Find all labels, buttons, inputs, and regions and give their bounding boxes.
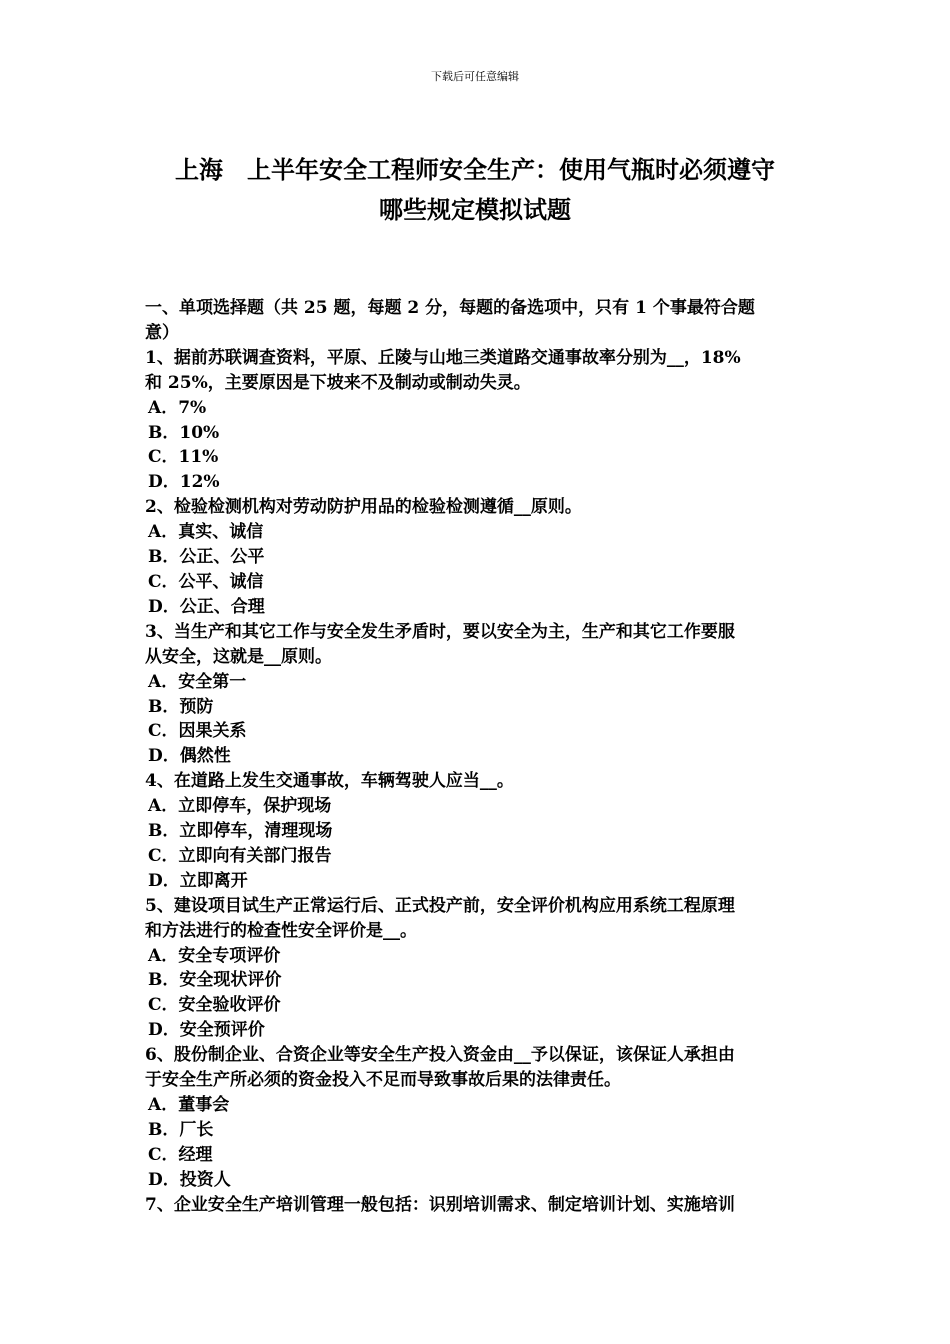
- answer-option: D．偶然性: [148, 746, 231, 767]
- question-text-line: 6、股份制企业、合资企业等安全生产投入资金由__予以保证，该保证人承担由: [145, 1045, 735, 1066]
- answer-option: D．立即离开: [148, 870, 248, 891]
- answer-option: A．立即停车，保护现场: [148, 796, 332, 817]
- answer-option: B．公正、公平: [148, 547, 265, 568]
- question-text-line: 7、企业安全生产培训管理一般包括：识别培训需求、制定培训计划、实施培训: [145, 1194, 735, 1215]
- answer-option: B．预防: [148, 696, 214, 717]
- answer-option: B．安全现状评价: [148, 970, 282, 991]
- answer-option: C．经理: [148, 1144, 213, 1165]
- answer-option: A．安全专项评价: [148, 945, 281, 966]
- answer-option: A．董事会: [148, 1095, 230, 1115]
- question-text-line: 2、检验检测机构对劳动防护用品的检验检测遵循__原则。: [145, 497, 582, 518]
- answer-option: A．真实、诚信: [148, 522, 264, 543]
- section-heading-line-2: 意）: [145, 322, 179, 343]
- document-body: [145, 296, 807, 1218]
- question-3: [145, 620, 807, 769]
- question-text-line: 从安全，这就是__原则。: [145, 646, 332, 667]
- question-4: [145, 769, 807, 894]
- question-2: [145, 495, 807, 620]
- answer-option: A．安全第一: [148, 671, 247, 692]
- answer-option: C．安全验收评价: [148, 995, 281, 1016]
- title-line-1: 上海 上半年安全工程师安全生产：使用气瓶时必须遵守: [175, 155, 775, 184]
- question-5: [145, 894, 807, 1043]
- answer-option: C．公平、诚信: [148, 571, 264, 592]
- title-line-2: 哪些规定模拟试题: [379, 195, 571, 224]
- section-heading-line-1: 一、单项选择题（共 25 题，每题 2 分，每题的备选项中，只有 1 个事最符合题: [145, 298, 755, 318]
- answer-option: A．7%: [148, 397, 207, 418]
- answer-option: D．投资人: [148, 1169, 231, 1190]
- answer-option: B．立即停车，清理现场: [148, 821, 333, 842]
- answer-option: D．安全预评价: [148, 1020, 265, 1041]
- answer-option: D．12%: [148, 472, 220, 493]
- question-1: [145, 346, 807, 495]
- question-text-line: 和 25%，主要原因是下坡来不及制动或制动失灵。: [145, 372, 531, 393]
- answer-option: C．因果关系: [148, 721, 247, 742]
- question-text-line: 1、据前苏联调查资料，平原、丘陵与山地三类道路交通事故率分别为__，18%: [145, 347, 741, 368]
- header-note: 下载后可任意编辑: [431, 70, 519, 83]
- question-text-line: 和方法进行的检查性安全评价是__。: [145, 920, 417, 941]
- answer-option: B．厂长: [148, 1119, 214, 1140]
- question-text-line: 于安全生产所必须的资金投入不足而导致事故后果的法律责任。: [145, 1070, 621, 1091]
- question-6: [145, 1043, 807, 1192]
- question-7: [145, 1193, 807, 1218]
- answer-option: B．10%: [148, 422, 220, 443]
- answer-option: C．11%: [148, 447, 219, 468]
- question-text-line: 3、当生产和其它工作与安全发生矛盾时，要以安全为主，生产和其它工作要服: [145, 621, 735, 642]
- document-title: [145, 150, 805, 230]
- question-text-line: 4、在道路上发生交通事故，车辆驾驶人应当__。: [145, 771, 514, 792]
- answer-option: D．公正、合理: [148, 596, 265, 617]
- question-text-line: 5、建设项目试生产正常运行后、正式投产前，安全评价机构应用系统工程原理: [145, 895, 735, 916]
- answer-option: C．立即向有关部门报告: [148, 845, 332, 866]
